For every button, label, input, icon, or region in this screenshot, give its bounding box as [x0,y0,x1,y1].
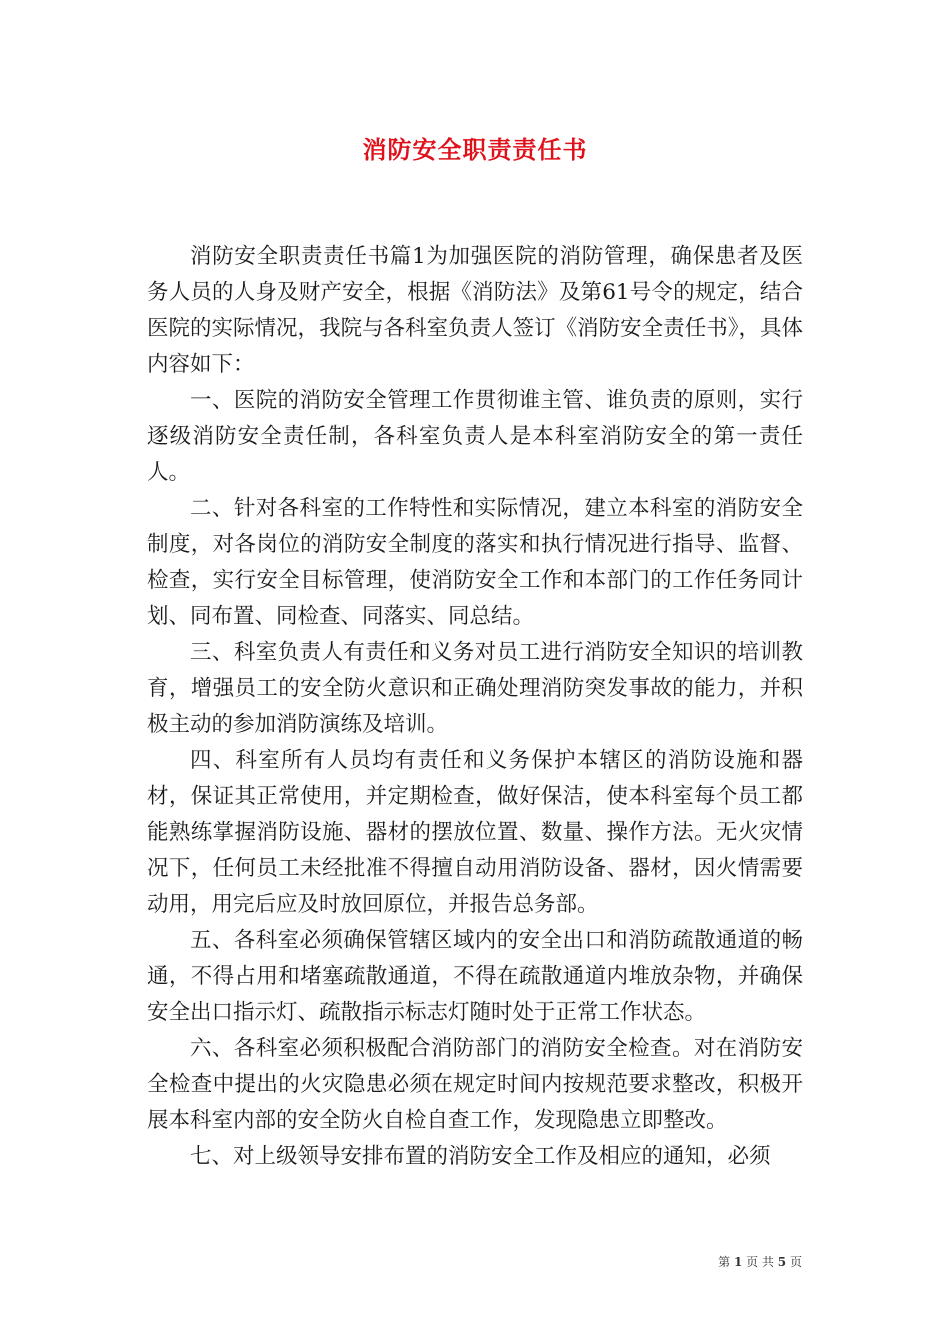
total-pages-number: 5 [777,1255,787,1269]
paragraph-item-3: 三、科室负责人有责任和义务对员工进行消防安全知识的培训教育，增强员工的安全防火意识和正确处理消防突发事故的能力，并积极主动的参加消防演练及培训。 [147,640,803,737]
paragraph-item-2: 二、针对各科室的工作特性和实际情况，建立本科室的消防安全制度，对各岗位的消防安全制度的落实和执行情况进行指导、监督、检查，实行安全目标管理，使消防安全工作和本部门的工作任务同计划、同布置、同检查、同落实、同总结。 [147,496,803,629]
paragraph-item-6: 六、各科室必须积极配合消防部门的消防安全检查。对在消防安全检查中提出的火灾隐患必须在规定时间内按规范要求整改，积极开展本科室内部的安全防火自检自查工作，发现隐患立即整改。 [147,1036,803,1133]
footer-prefix: 第 [718,1255,731,1269]
paragraph-item-4: 四、科室所有人员均有责任和义务保护本辖区的消防设施和器材，保证其正常使用，并定期检查，做好保洁，使本科室每个员工都能熟练掌握消防设施、器材的摆放位置、数量、操作方法。无火灾情况下，任何员工未经批准不得擅自动用消防设备、器材，因火情需要动用，用完后应及时放回原位，并报告总务部。 [147,748,803,917]
document-body [147,239,803,1175]
paragraph-item-7: 七、对上级领导安排布置的消防安全工作及相应的通知，必须 [190,1144,771,1169]
footer-middle: 页 共 [746,1255,774,1269]
current-page-number: 1 [733,1255,743,1269]
paragraph-item-5: 五、各科室必须确保管辖区域内的安全出口和消防疏散通道的畅通，不得占用和堵塞疏散通道，不得在疏散通道内堆放杂物，并确保安全出口指示灯、疏散指示标志灯随时处于正常工作状态。 [147,928,803,1025]
paragraph-item-1: 一、医院的消防安全管理工作贯彻谁主管、谁负责的原则，实行逐级消防安全责任制，各科室负责人是本科室消防安全的第一责任人。 [147,388,803,485]
document-title: 消防安全职责责任书 [362,135,588,164]
footer-suffix: 页 [789,1255,802,1269]
paragraph-intro: 消防安全职责责任书篇1为加强医院的消防管理，确保患者及医务人员的人身及财产安全，根据《消防法》及第61号令的规定，结合医院的实际情况，我院与各科室负责人签订《消防安全责任书》，具体内容如下： [147,244,803,377]
page-number-footer [718,1253,802,1270]
